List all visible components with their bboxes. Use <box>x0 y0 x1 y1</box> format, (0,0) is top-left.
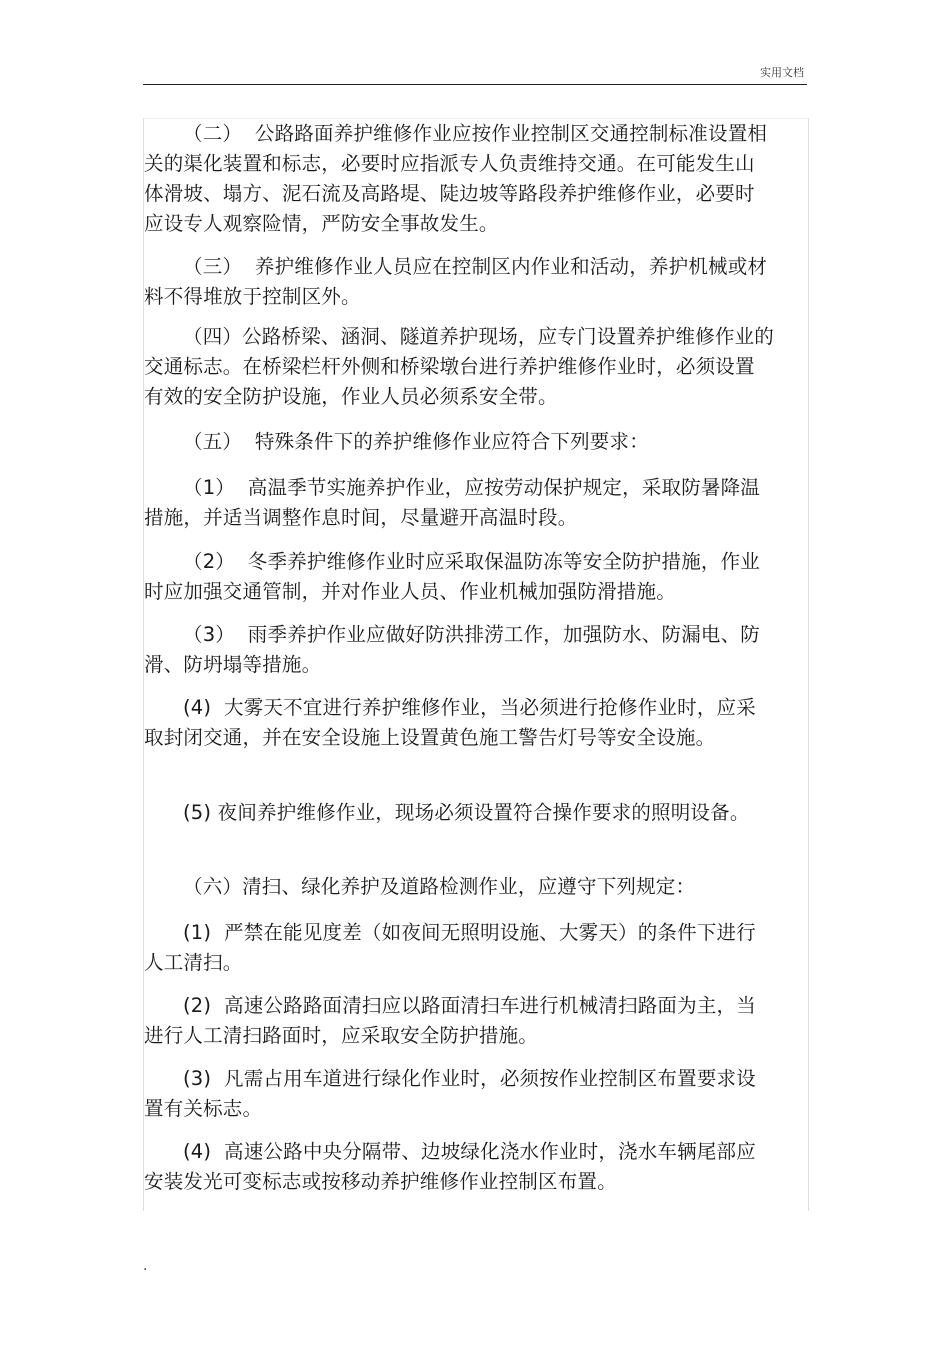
paragraph-6-4: (4) 高速公路中央分隔带、边坡绿化浇水作业时，浇水车辆尾部应安装发光可变标志或按移动养护维修作业控制区布置。 <box>144 1140 756 1193</box>
footer-mark: . <box>143 1258 148 1274</box>
header-rule <box>143 84 807 85</box>
paragraph-2: （二） 公路路面养护维修作业应按作业控制区交通控制标准设置相关的渠化装置和标志，必要时应指派专人负责维持交通。在可能发生山体滑坡、塌方、泥石流及高路堤、陡边坡等路段养护维修作业，必要时应设专人观察险情，严防安全事故发生。 <box>144 122 768 235</box>
header-label: 实用文档 <box>760 66 804 79</box>
paragraph-6-1: (1) 严禁在能见度差（如夜间无照明设施、大雾天）的条件下进行人工清扫。 <box>144 921 756 974</box>
paragraph-5-5: (5) 夜间养护维修作业，现场必须设置符合操作要求的照明设备。 <box>183 801 750 824</box>
page-header <box>0 0 950 90</box>
paragraph-3: （三） 养护维修作业人员应在控制区内作业和活动，养护机械或材料不得堆放于控制区外。 <box>144 255 768 308</box>
document-body <box>143 118 809 1211</box>
paragraph-6-2: (2) 高速公路路面清扫应以路面清扫车进行机械清扫路面为主，当进行人工清扫路面时，应采取安全防护措施。 <box>144 994 756 1047</box>
paragraph-5-3: （3） 雨季养护作业应做好防洪排涝工作，加强防水、防漏电、防滑、防坍塌等措施。 <box>144 623 761 676</box>
paragraph-4: （四）公路桥梁、涵洞、隧道养护现场，应专门设置养护维修作业的交通标志。在桥梁栏杆外侧和桥梁墩台进行养护维修作业时，必须设置有效的安全防护设施，作业人员必须系安全带。 <box>144 325 775 408</box>
paragraph-5-2: （2） 冬季养护维修作业时应采取保温防冻等安全防护措施，作业时应加强交通管制，并对作业人员、作业机械加强防滑措施。 <box>144 550 761 603</box>
paragraph-6: （六）清扫、绿化养护及道路检测作业，应遵守下列规定： <box>183 875 696 898</box>
paragraph-5: （五） 特殊条件下的养护维修作业应符合下列要求： <box>183 430 649 453</box>
paragraph-5-4: (4) 大雾天不宜进行养护维修作业，当必须进行抢修作业时，应采取封闭交通，并在安全设施上设置黄色施工警告灯号等安全设施。 <box>144 696 756 749</box>
paragraph-6-3: (3) 凡需占用车道进行绿化作业时，必须按作业控制区布置要求设置有关标志。 <box>144 1067 756 1120</box>
paragraph-5-1: （1） 高温季节实施养护作业，应按劳动保护规定，采取防暑降温措施，并适当调整作息时间，尽量避开高温时段。 <box>144 476 761 529</box>
